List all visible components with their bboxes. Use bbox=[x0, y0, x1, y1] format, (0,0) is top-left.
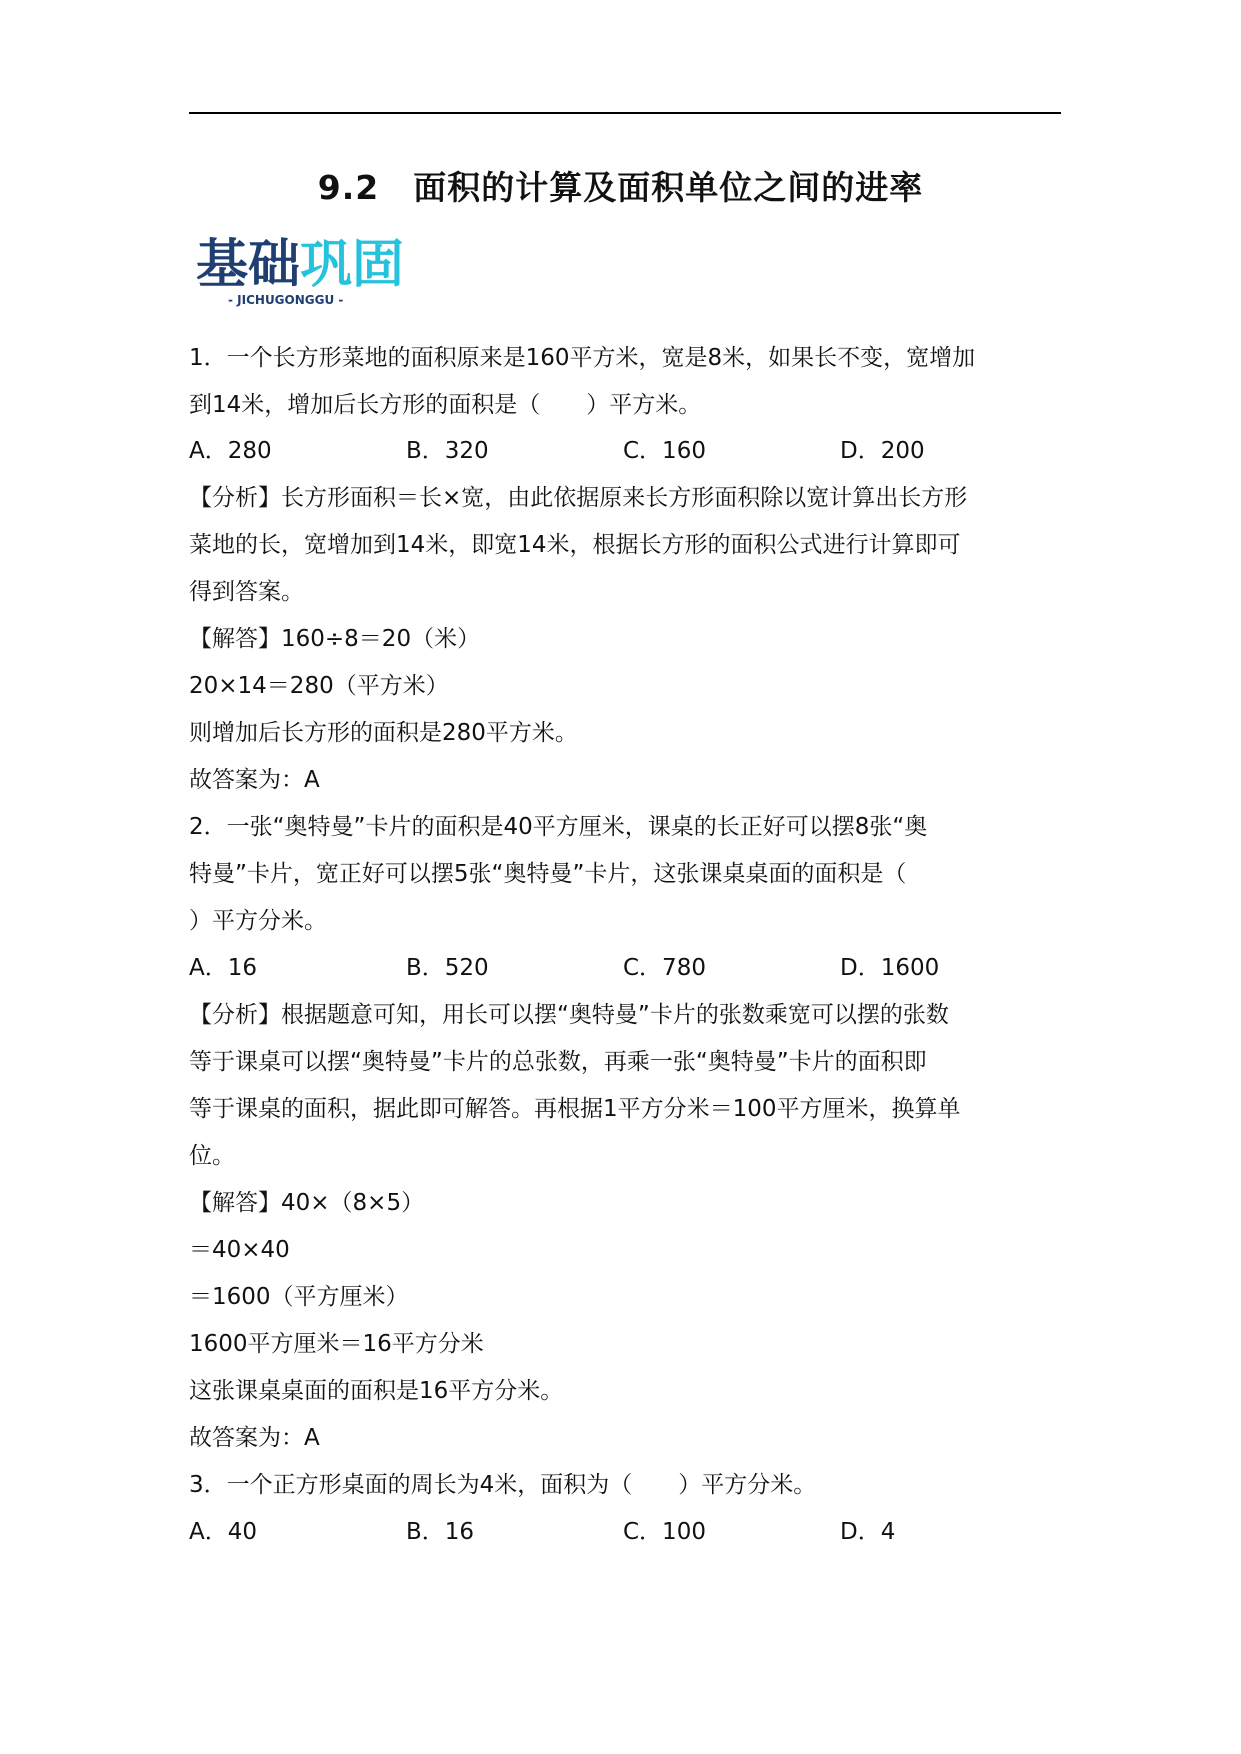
text-line: 【解答】160÷8＝20（米） bbox=[189, 626, 481, 652]
text-line: 故答案为：A bbox=[189, 767, 320, 793]
text-line: 2．一张“奥特曼”卡片的面积是40平方厘米，课桌的长正好可以摆8张“奥 bbox=[189, 814, 928, 840]
text-line: 【分析】根据题意可知，用长可以摆“奥特曼”卡片的张数乘宽可以摆的张数 bbox=[189, 1002, 949, 1028]
text-line: ）平方分米。 bbox=[189, 908, 327, 934]
option-d: D．1600 bbox=[840, 955, 940, 981]
text-line: 得到答案。 bbox=[189, 579, 304, 605]
badge-main-text: 基础巩固 bbox=[196, 235, 405, 295]
text-line: 1600平方厘米＝16平方分米 bbox=[189, 1331, 484, 1357]
page-title: 9.2 面积的计算及面积单位之间的进率 bbox=[317, 168, 924, 207]
option-a: A．16 bbox=[189, 955, 258, 981]
section-badge bbox=[196, 230, 426, 310]
options-row bbox=[189, 436, 1069, 466]
option-a: A．40 bbox=[189, 1519, 258, 1545]
text-line: ＝1600（平方厘米） bbox=[189, 1284, 409, 1310]
text-line: 故答案为：A bbox=[189, 1425, 320, 1451]
option-b: B．520 bbox=[406, 955, 489, 981]
text-line: 到14米，增加后长方形的面积是（ ）平方米。 bbox=[189, 392, 702, 418]
options-row bbox=[189, 1517, 1069, 1547]
text-line: 菜地的长，宽增加到14米，即宽14米，根据长方形的面积公式进行计算即可 bbox=[189, 532, 961, 558]
text-line: 【分析】长方形面积＝长×宽，由此依据原来长方形面积除以宽计算出长方形 bbox=[189, 485, 968, 511]
options-row bbox=[189, 953, 1069, 983]
option-c: C．160 bbox=[623, 438, 706, 464]
text-line: 位。 bbox=[189, 1143, 235, 1169]
text-line: 3．一个正方形桌面的周长为4米，面积为（ ）平方分米。 bbox=[189, 1472, 817, 1498]
badge-sub-text: - JICHUGONGGU - bbox=[228, 293, 344, 307]
option-a: A．280 bbox=[189, 438, 272, 464]
option-d: D．4 bbox=[840, 1519, 896, 1545]
text-line: 等于课桌可以摆“奥特曼”卡片的总张数，再乘一张“奥特曼”卡片的面积即 bbox=[189, 1049, 927, 1075]
option-c: C．100 bbox=[623, 1519, 706, 1545]
text-line: 【解答】40×（8×5） bbox=[189, 1190, 425, 1216]
text-line: ＝40×40 bbox=[189, 1237, 290, 1263]
option-d: D．200 bbox=[840, 438, 925, 464]
text-line: 则增加后长方形的面积是280平方米。 bbox=[189, 720, 578, 746]
text-line: 20×14＝280（平方米） bbox=[189, 673, 449, 699]
option-b: B．16 bbox=[406, 1519, 475, 1545]
text-line: 这张课桌桌面的面积是16平方分米。 bbox=[189, 1378, 564, 1404]
option-c: C．780 bbox=[623, 955, 706, 981]
text-line: 特曼”卡片，宽正好可以摆5张“奥特曼”卡片，这张课桌桌面的面积是（ bbox=[189, 861, 907, 887]
text-line: 等于课桌的面积，据此即可解答。再根据1平方分米＝100平方厘米，换算单 bbox=[189, 1096, 961, 1122]
text-line: 1．一个长方形菜地的面积原来是160平方米，宽是8米，如果长不变，宽增加 bbox=[189, 345, 976, 371]
header-rule bbox=[189, 112, 1061, 114]
option-b: B．320 bbox=[406, 438, 489, 464]
